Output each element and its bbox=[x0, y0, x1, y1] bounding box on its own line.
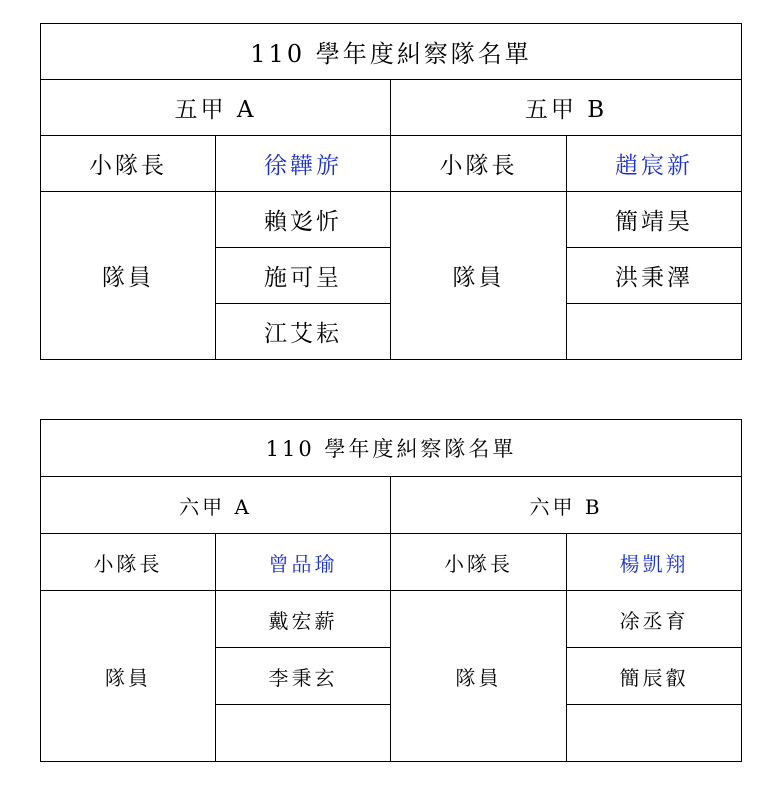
roster-title: 110 學年度糾察隊名單 bbox=[41, 420, 742, 477]
leader-label: 小隊長 bbox=[391, 534, 567, 591]
member-name: 簡靖昊 bbox=[567, 192, 742, 248]
member-name: 洪秉澤 bbox=[567, 248, 742, 304]
leader-label: 小隊長 bbox=[41, 534, 216, 591]
member-name-empty bbox=[216, 705, 391, 762]
member-name: 李秉玄 bbox=[216, 648, 391, 705]
member-name-empty bbox=[567, 304, 742, 360]
member-label: 隊員 bbox=[391, 192, 567, 360]
member-name: 施可呈 bbox=[216, 248, 391, 304]
member-name: 賴彣忻 bbox=[216, 192, 391, 248]
leader-label: 小隊長 bbox=[391, 136, 567, 192]
class-name-6a: 六甲 A bbox=[41, 477, 391, 534]
member-name-empty bbox=[567, 705, 742, 762]
leader-name-6b: 楊凱翔 bbox=[567, 534, 742, 591]
member-name: 凃丞育 bbox=[567, 591, 742, 648]
member-name: 簡辰叡 bbox=[567, 648, 742, 705]
member-label: 隊員 bbox=[391, 591, 567, 762]
member-name: 戴宏薪 bbox=[216, 591, 391, 648]
roster-title: 110 學年度糾察隊名單 bbox=[41, 24, 742, 80]
class-name-6b: 六甲 B bbox=[391, 477, 742, 534]
class-name-5a: 五甲 A bbox=[41, 80, 391, 136]
member-name: 江艾耘 bbox=[216, 304, 391, 360]
leader-name-6a: 曾品瑜 bbox=[216, 534, 391, 591]
roster-table-1 bbox=[40, 23, 742, 360]
member-label: 隊員 bbox=[41, 192, 216, 360]
leader-label: 小隊長 bbox=[41, 136, 216, 192]
member-label: 隊員 bbox=[41, 591, 216, 762]
class-name-5b: 五甲 B bbox=[391, 80, 742, 136]
leader-name-5b: 趙宸新 bbox=[567, 136, 742, 192]
leader-name-5a: 徐韡旂 bbox=[216, 136, 391, 192]
roster-table-2 bbox=[40, 419, 742, 762]
